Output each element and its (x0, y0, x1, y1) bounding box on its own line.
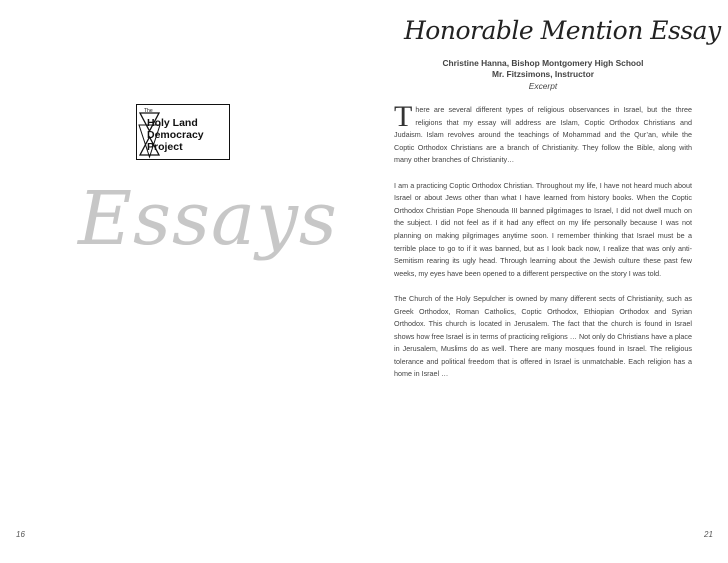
essay-title: Honorable Mention Essay (404, 16, 721, 45)
page-number-right: 21 (704, 530, 713, 539)
logo-line-project: Project (147, 141, 183, 153)
section-heading-essays: Essays (78, 176, 338, 262)
paragraph-1 (394, 100, 692, 167)
page-number-left: 16 (16, 530, 25, 539)
author-line: Christine Hanna, Bishop Montgomery High School (442, 58, 644, 68)
paragraph-2: I am a practicing Coptic Orthodox Christian. Throughout my life, I have not heard much about Israel or about Jews other than what I have learned from history books. When the Coptic Orthodox Christian Pope Shenouda III banned pilgrimages to Israel, I did not dwell much on the subject. I did not feel as if it had any effect on my life personally because I was not planning on making pilgrimages anytime soon. I remember thinking that Israel must be a terrible place to go to if it was banned, but as I look back now, I realize that was only anti-Semitism rearing its ugly head. Through learning about the Jewish culture these past few weeks, my eyes have been opened to a different perspective on the story I was told. (394, 180, 692, 278)
instructor-line: Mr. Fitzsimons, Instructor (492, 69, 594, 79)
logo-line-democracy: Democracy (147, 129, 204, 141)
excerpt-label: Excerpt (528, 81, 558, 91)
essay-body (394, 100, 693, 394)
logo-small-word: The (144, 108, 153, 114)
paragraph-1-text: here are several different types of religious observances in Israel, but the three religions that my essay will address are Islam, Coptic Orthodox Christians and Judaism. Islam revolves around the teachings of Mohammad and the Qur’an, while the Coptic Orthodox Christians are a branch of Christianity. They follow the Bible, along with many other branches of Christianity… (394, 105, 692, 165)
logo-line-holy-land: Holy Land (147, 117, 198, 129)
paragraph-3: The Church of the Holy Sepulcher is owned by many different sects of Christianity, such as Greek Orthodox, Roman Catholics, Coptic Orthodox, Ethiopian Orthodox and Syrian Orthodox. This church is located in Jerusalem. The fact that the church is found in Israel shows how free Israel is in terms of practicing religions … Not only do Christians have a place in Jerusalem, Muslims do as well. There are many mosques found in Israel. The religious tolerance and political freedom that is offered in Israel is unmatchable. Each religion has a home in Israel … (394, 293, 693, 379)
holy-land-democracy-project-logo (136, 104, 230, 160)
byline (394, 58, 692, 80)
drop-cap: T (394, 100, 413, 133)
